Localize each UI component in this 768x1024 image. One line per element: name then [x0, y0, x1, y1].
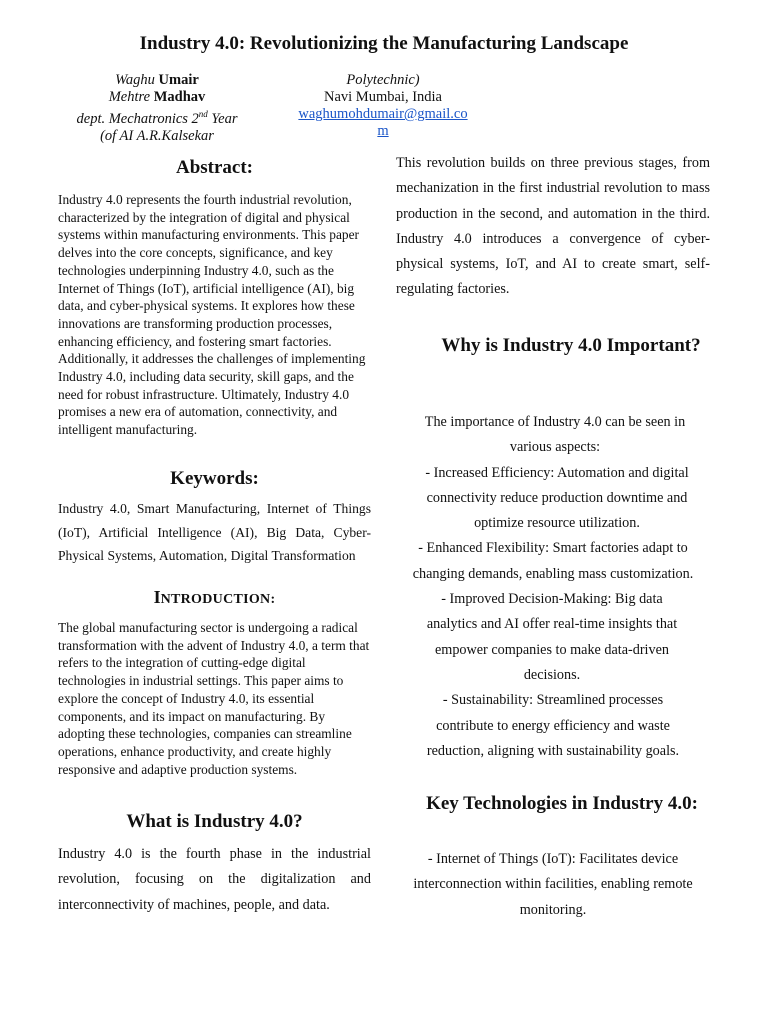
why-important-list	[396, 410, 710, 764]
keywords-body: Industry 4.0, Smart Manufacturing, Internet of Things (IoT), Artificial Intelligence (AI), Big Data, Cyber-Physical Systems, Automation, Digital Transformation	[58, 501, 371, 563]
what-is-heading: What is Industry 4.0?	[126, 811, 303, 832]
list-item: - Internet of Things (IoT): Facilitates device interconnection within facilities, enabling remote monitoring.	[413, 851, 693, 918]
author-surname: Umair	[158, 72, 199, 88]
location-line: Navi Mumbai, India	[324, 89, 442, 105]
introduction-heading: INTRODUCTION:	[153, 587, 276, 607]
author-line-1	[52, 72, 262, 89]
author-line-2	[52, 89, 262, 106]
what-is-body: Industry 4.0 is the fourth phase in the industrial revolution, focusing on the digitalization and interconnectivity of machines, people, and data.	[58, 846, 371, 913]
introduction-body: The global manufacturing sector is undergoing a radical transformation with the advent of Industry 4.0, a term that refers to the integration of cutting-edge digital technologies in industrial settings. This paper aims to explore the concept of Industry 4.0, its essential components, and its impact on manufacturing. By adopting these technologies, companies can streamline operations, enhance productivity, and create highly responsive and adaptive production systems.	[58, 620, 370, 777]
keywords-heading: Keywords:	[170, 468, 259, 489]
revolution-stages-body: This revolution builds on three previous stages, from mechanization in the first industrial revolution to mass production in the second, and automation in the third. Industry 4.0 introduces a convergence of cyber-physical systems, IoT, and AI to create smart, self-regulating factories.	[396, 155, 710, 298]
list-item: - Enhanced Flexibility: Smart factories adapt to changing demands, enabling mass customization.	[412, 540, 694, 582]
author-dept: dept. Mechatronics 2nd Year	[76, 109, 238, 127]
list-item: - Improved Decision-Making: Big data analytics and AI offer real-time insights that empower companies to make data-driven decisions.	[426, 591, 678, 683]
author-block	[52, 72, 262, 145]
paper-title: Industry 4.0: Revolutionizing the Manufacturing Landscape	[139, 33, 629, 54]
list-item: - Increased Efficiency: Automation and digital connectivity reduce production downtime and optimize resource utilization.	[425, 464, 689, 532]
affiliation-block	[283, 72, 483, 140]
why-important-heading: Why is Industry 4.0 Important?	[441, 335, 701, 356]
author-given-name: Waghu	[115, 72, 155, 88]
why-important-intro: The importance of Industry 4.0 can be seen in various aspects:	[424, 414, 686, 456]
author-affiliation: (of AI A.R.Kalsekar	[100, 127, 214, 144]
affiliation-line: Polytechnic)	[346, 72, 420, 88]
author-email-link[interactable]: waghumohdumair@gmail.co m	[298, 106, 468, 139]
abstract-heading: Abstract:	[175, 157, 254, 178]
abstract-body: Industry 4.0 represents the fourth industrial revolution, characterized by the integration of digital and physical systems within manufacturing environments. This paper delves into the core concepts, significance, and key technologies underpinning Industry 4.0, such as the Internet of Things (IoT), artificial intelligence (AI), big data, and cyber-physical systems. It explores how these innovations are transforming production processes, enhancing efficiency, and fostering smart factories. Additionally, it addresses the challenges of implementing Industry 4.0, including data security, skill gaps, and the need for robust infrastructure. Ultimately, Industry 4.0 promises a new era of automation, connectivity, and intelligent manufacturing.	[58, 192, 366, 438]
key-technologies-heading: Key Technologies in Industry 4.0:	[426, 793, 698, 814]
key-technologies-list	[396, 847, 710, 923]
list-item: - Sustainability: Streamlined processes contribute to energy efficiency and waste reduction, aligning with sustainability goals.	[426, 692, 680, 759]
author-given-name: Mehtre	[108, 89, 151, 105]
author-surname: Madhav	[153, 89, 206, 105]
